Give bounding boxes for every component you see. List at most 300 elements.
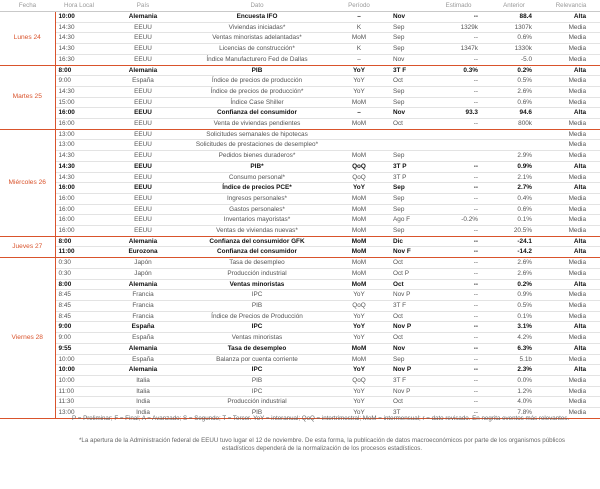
cell-data: Pedidos bienes duraderos* [183, 151, 331, 162]
cell-ref: 3T F [387, 65, 431, 76]
table-row [0, 343, 600, 354]
cell-time: 9:00 [55, 322, 103, 333]
cell-rel: Media [542, 33, 600, 44]
cell-est: -- [431, 12, 486, 23]
cell-data: Licencias de construcción* [183, 44, 331, 55]
cell-ref: Oct [387, 279, 431, 290]
day-label: Viernes 28 [0, 258, 55, 419]
table-row [0, 140, 600, 151]
cell-time: 11:00 [55, 386, 103, 397]
table-row [0, 108, 600, 119]
cell-rel: Media [542, 258, 600, 269]
cell-est [431, 151, 486, 162]
table-row [0, 161, 600, 172]
cell-time: 16:00 [55, 119, 103, 130]
cell-country: Japón [103, 268, 183, 279]
header-estimado: Estimado [431, 0, 486, 12]
cell-period: YoY [331, 86, 387, 97]
cell-country: Francia [103, 290, 183, 301]
cell-ref: Oct [387, 258, 431, 269]
cell-time: 8:45 [55, 311, 103, 322]
cell-prev: -24.1 [486, 236, 542, 247]
cell-period: MoM [331, 247, 387, 258]
cell-country: Eurozona [103, 247, 183, 258]
cell-period: MoM [331, 354, 387, 365]
cell-country: Alemania [103, 236, 183, 247]
cell-ref: Sep [387, 151, 431, 162]
cell-ref: Nov [387, 12, 431, 23]
footnote-text: *La apertura de la Administración federal de EEUU tuvo lugar el 12 de noviembre. De esta forma, la publicación de datos macroeconómicos por parte de los organismos públicos estadísticos dependerá de la normalización de los procesos estadísticos. [79, 437, 565, 453]
cell-period: MoM [331, 204, 387, 215]
cell-ref: 3T F [387, 300, 431, 311]
cell-prev: 0.5% [486, 300, 542, 311]
cell-rel: Media [542, 119, 600, 130]
cell-prev: 0.0% [486, 375, 542, 386]
cell-data: Producción industrial [183, 268, 331, 279]
cell-ref: 3T P [387, 161, 431, 172]
cell-data: Índice de Precios de Producción [183, 311, 331, 322]
cell-country: EEUU [103, 151, 183, 162]
cell-time: 16:00 [55, 193, 103, 204]
cell-ref: Sep [387, 86, 431, 97]
day-label: Lunes 24 [0, 12, 55, 66]
cell-est: -- [431, 119, 486, 130]
cell-time: 9:55 [55, 343, 103, 354]
cell-data: Tasa de desempleo [183, 343, 331, 354]
cell-est: -- [431, 365, 486, 376]
cell-est: 1329k [431, 22, 486, 33]
cell-ref: Ago F [387, 215, 431, 226]
cell-country: Alemania [103, 65, 183, 76]
cell-est: 0.3% [431, 65, 486, 76]
cell-time: 10:00 [55, 365, 103, 376]
cell-est: -- [431, 172, 486, 183]
cell-period: MoM [331, 343, 387, 354]
cell-data: Ventas minoristas [183, 333, 331, 344]
cell-ref: Nov P [387, 290, 431, 301]
cell-time: 16:00 [55, 183, 103, 194]
cell-rel: Media [542, 300, 600, 311]
day-label: Jueves 27 [0, 236, 55, 257]
cell-est: -- [431, 386, 486, 397]
cell-rel: Alta [542, 12, 600, 23]
cell-data: Gastos personales* [183, 204, 331, 215]
cell-prev: 0.6% [486, 33, 542, 44]
header-relevancia: Relevancia [542, 0, 600, 12]
cell-ref: Nov P [387, 322, 431, 333]
cell-country: EEUU [103, 86, 183, 97]
cell-time: 8:00 [55, 279, 103, 290]
cell-data: Confianza del consumidor [183, 247, 331, 258]
cell-prev: 0.9% [486, 290, 542, 301]
legend-text: P = Preliminar; F = Final; A = Avanzado; S = Segundo; T = Tercer. YoY = interanual; QoQ = intertrimestral; MoM = intermensual; r = dato revisado. En negrita eventos más relevantes. [72, 415, 570, 422]
header-ref [387, 0, 431, 12]
cell-prev: 2.6% [486, 268, 542, 279]
cell-rel: Media [542, 354, 600, 365]
cell-time: 14:30 [55, 44, 103, 55]
cell-est: -- [431, 204, 486, 215]
cell-prev: 1307k [486, 22, 542, 33]
table-row [0, 54, 600, 65]
cell-period: – [331, 12, 387, 23]
cell-period: YoY [331, 290, 387, 301]
cell-prev: 0.1% [486, 215, 542, 226]
cell-time: 14:30 [55, 22, 103, 33]
cell-period: K [331, 44, 387, 55]
cell-time: 8:45 [55, 290, 103, 301]
cell-prev: 800k [486, 119, 542, 130]
cell-period: – [331, 108, 387, 119]
cell-est: -- [431, 86, 486, 97]
cell-period: YoY [331, 397, 387, 408]
cell-est: -- [431, 226, 486, 237]
cell-country: EEUU [103, 183, 183, 194]
cell-time: 14:30 [55, 161, 103, 172]
table-row [0, 258, 600, 269]
cell-prev [486, 140, 542, 151]
cell-country: EEUU [103, 54, 183, 65]
cell-ref: Sep [387, 193, 431, 204]
cell-period: MoM [331, 258, 387, 269]
cell-data: Venta de viviendas pendientes [183, 119, 331, 130]
cell-time: 9:00 [55, 333, 103, 344]
cell-est: -- [431, 183, 486, 194]
cell-rel: Media [542, 193, 600, 204]
table-row [0, 129, 600, 140]
table-row [0, 279, 600, 290]
table-row [0, 151, 600, 162]
cell-prev: 7.8% [486, 408, 542, 419]
cell-country: Francia [103, 300, 183, 311]
cell-country: Francia [103, 311, 183, 322]
cell-rel: Media [542, 97, 600, 108]
cell-ref: Nov [387, 54, 431, 65]
cell-data: PIB [183, 300, 331, 311]
cell-time: 14:30 [55, 151, 103, 162]
cell-country: EEUU [103, 129, 183, 140]
cell-data: Ventas minoristas [183, 279, 331, 290]
cell-prev: 2.9% [486, 151, 542, 162]
cell-data: Consumo personal* [183, 172, 331, 183]
cell-est: -- [431, 33, 486, 44]
cell-time: 16:00 [55, 108, 103, 119]
cell-est: -- [431, 354, 486, 365]
cell-time: 14:30 [55, 86, 103, 97]
cell-data: Índice de precios de producción [183, 76, 331, 87]
cell-rel: Media [542, 22, 600, 33]
cell-period: QoQ [331, 375, 387, 386]
table-row [0, 397, 600, 408]
cell-rel: Media [542, 268, 600, 279]
cell-data: Ventas minoristas adelantadas* [183, 33, 331, 44]
cell-data: PIB [183, 408, 331, 419]
cell-est: -- [431, 343, 486, 354]
cell-ref: Oct [387, 311, 431, 322]
header-row [0, 0, 600, 12]
cell-prev: -5.0 [486, 54, 542, 65]
cell-rel: Media [542, 397, 600, 408]
cell-country: EEUU [103, 215, 183, 226]
cell-data: Ingresos personales* [183, 193, 331, 204]
cell-time: 8:45 [55, 300, 103, 311]
cell-data: Índice de precios PCE* [183, 183, 331, 194]
cell-est: -- [431, 161, 486, 172]
cell-data: Índice Case Shiller [183, 97, 331, 108]
cell-period: YoY [331, 183, 387, 194]
cell-ref: Nov P [387, 365, 431, 376]
cell-rel: Alta [542, 183, 600, 194]
header-anterior: Anterior [486, 0, 542, 12]
cell-ref: Sep [387, 183, 431, 194]
table-row [0, 65, 600, 76]
cell-time: 10:00 [55, 354, 103, 365]
day-label: Miércoles 26 [0, 129, 55, 236]
cell-data: Índice Manufacturero Fed de Dallas [183, 54, 331, 65]
cell-country: España [103, 333, 183, 344]
table-row [0, 375, 600, 386]
cell-country: España [103, 76, 183, 87]
cell-prev: -14.2 [486, 247, 542, 258]
cell-rel: Alta [542, 161, 600, 172]
cell-est: -0.2% [431, 215, 486, 226]
cell-country: EEUU [103, 226, 183, 237]
cell-prev: 0.2% [486, 65, 542, 76]
cell-rel: Media [542, 140, 600, 151]
day-label: Martes 25 [0, 65, 55, 129]
cell-time: 15:00 [55, 97, 103, 108]
cell-est: -- [431, 290, 486, 301]
cell-ref: Oct P [387, 268, 431, 279]
cell-prev: 0.9% [486, 161, 542, 172]
cell-ref: Nov P [387, 386, 431, 397]
cell-time: 16:00 [55, 204, 103, 215]
cell-period [331, 129, 387, 140]
cell-period: MoM [331, 97, 387, 108]
cell-period: YoY [331, 76, 387, 87]
cell-period: YoY [331, 408, 387, 419]
cell-prev: 2.6% [486, 86, 542, 97]
cell-prev: 1330k [486, 44, 542, 55]
cell-rel: Alta [542, 365, 600, 376]
cell-rel: Media [542, 86, 600, 97]
table-row [0, 365, 600, 376]
cell-rel: Media [542, 215, 600, 226]
cell-data: IPC [183, 322, 331, 333]
cell-country: Alemania [103, 279, 183, 290]
cell-rel: Alta [542, 65, 600, 76]
cell-ref: Sep [387, 33, 431, 44]
cell-est: -- [431, 247, 486, 258]
cell-ref: 3T P [387, 172, 431, 183]
table-row [0, 215, 600, 226]
cell-country: EEUU [103, 161, 183, 172]
cell-ref: Sep [387, 97, 431, 108]
header-hora: Hora Local [55, 0, 103, 12]
table-row [0, 76, 600, 87]
cell-data: Solicitudes de prestaciones de desempleo* [183, 140, 331, 151]
table-row [0, 193, 600, 204]
cell-time: 13:00 [55, 408, 103, 419]
cell-country: Alemania [103, 12, 183, 23]
cell-country: Alemania [103, 343, 183, 354]
cell-period: MoM [331, 151, 387, 162]
cell-period: K [331, 22, 387, 33]
cell-ref: Oct [387, 333, 431, 344]
cell-est: -- [431, 375, 486, 386]
cell-rel: Media [542, 375, 600, 386]
cell-prev: 0.6% [486, 97, 542, 108]
cell-country: India [103, 408, 183, 419]
cell-prev: 94.6 [486, 108, 542, 119]
cell-data: Ventas de viviendas nuevas* [183, 226, 331, 237]
cell-period: MoM [331, 236, 387, 247]
cell-est: -- [431, 97, 486, 108]
cell-time: 16:00 [55, 215, 103, 226]
cell-prev: 4.0% [486, 397, 542, 408]
cell-rel: Media [542, 290, 600, 301]
cell-ref: Nov F [387, 247, 431, 258]
table-row [0, 172, 600, 183]
cell-country: EEUU [103, 44, 183, 55]
cell-ref: Nov [387, 343, 431, 354]
cell-data: Confianza del consumidor GFK [183, 236, 331, 247]
cell-prev: 0.1% [486, 311, 542, 322]
cell-period: YoY [331, 333, 387, 344]
cell-rel: Media [542, 386, 600, 397]
cell-time: 10:00 [55, 375, 103, 386]
cell-prev: 2.1% [486, 172, 542, 183]
cell-data: Índice de precios de producción* [183, 86, 331, 97]
cell-period: MoM [331, 226, 387, 237]
cell-est: -- [431, 333, 486, 344]
cell-rel: Alta [542, 343, 600, 354]
cell-data: IPC [183, 290, 331, 301]
cell-est [431, 129, 486, 140]
cell-time: 8:00 [55, 236, 103, 247]
cell-est: -- [431, 311, 486, 322]
cell-prev: 2.6% [486, 258, 542, 269]
cell-time: 10:00 [55, 12, 103, 23]
table-row [0, 290, 600, 301]
cell-prev: 6.3% [486, 343, 542, 354]
cell-rel: Alta [542, 108, 600, 119]
table-row [0, 268, 600, 279]
table-row [0, 354, 600, 365]
cell-time: 14:30 [55, 33, 103, 44]
cell-est: 93.3 [431, 108, 486, 119]
cell-ref: 3T [387, 408, 431, 419]
cell-rel: Media [542, 54, 600, 65]
cell-prev: 0.2% [486, 279, 542, 290]
cell-time: 0:30 [55, 258, 103, 269]
cell-country: India [103, 397, 183, 408]
cell-time: 8:00 [55, 65, 103, 76]
table-row [0, 236, 600, 247]
cell-ref: Oct [387, 76, 431, 87]
cell-period: YoY [331, 65, 387, 76]
cell-rel: Media [542, 151, 600, 162]
cell-country: Italia [103, 386, 183, 397]
cell-time: 9:00 [55, 76, 103, 87]
cell-time: 11:00 [55, 247, 103, 258]
cell-period: YoY [331, 322, 387, 333]
cell-est: -- [431, 76, 486, 87]
cell-country: EEUU [103, 172, 183, 183]
cell-data: Confianza del consumidor [183, 108, 331, 119]
cell-rel: Alta [542, 236, 600, 247]
cell-time: 14:30 [55, 172, 103, 183]
cell-period: QoQ [331, 300, 387, 311]
cell-prev: 0.5% [486, 76, 542, 87]
cell-ref: Oct [387, 119, 431, 130]
cell-prev: 1.2% [486, 386, 542, 397]
cell-country: España [103, 322, 183, 333]
cell-prev: 5.1b [486, 354, 542, 365]
cell-period: MoM [331, 119, 387, 130]
cell-ref: Dic [387, 236, 431, 247]
cell-data: Encuesta IFO [183, 12, 331, 23]
cell-country: EEUU [103, 204, 183, 215]
cell-est: -- [431, 236, 486, 247]
table-row [0, 119, 600, 130]
cell-prev: 3.1% [486, 322, 542, 333]
cell-est: -- [431, 300, 486, 311]
cell-ref: Sep [387, 44, 431, 55]
header-pais: País [103, 0, 183, 12]
cell-country: Alemania [103, 365, 183, 376]
header-dato: Dato [183, 0, 331, 12]
cell-est [431, 140, 486, 151]
table-row [0, 247, 600, 258]
cell-data: PIB [183, 375, 331, 386]
table-row [0, 204, 600, 215]
cell-ref: Sep [387, 354, 431, 365]
cell-country: Japón [103, 258, 183, 269]
cell-est: 1347k [431, 44, 486, 55]
calendar-body [0, 12, 600, 419]
cell-period: – [331, 54, 387, 65]
cell-prev: 4.2% [486, 333, 542, 344]
cell-est: -- [431, 408, 486, 419]
cell-period: MoM [331, 279, 387, 290]
cell-period: YoY [331, 311, 387, 322]
cell-prev: 0.4% [486, 193, 542, 204]
header-fecha: Fecha [0, 0, 55, 12]
table-row [0, 386, 600, 397]
cell-data: Solicitudes semanales de hipotecas [183, 129, 331, 140]
cell-rel: Media [542, 408, 600, 419]
cell-data: Producción industrial [183, 397, 331, 408]
cell-est: -- [431, 193, 486, 204]
cell-country: EEUU [103, 193, 183, 204]
cell-country: EEUU [103, 22, 183, 33]
cell-ref [387, 140, 431, 151]
table-row [0, 226, 600, 237]
header-periodo: Período [331, 0, 387, 12]
cell-country: EEUU [103, 97, 183, 108]
cell-time: 13:00 [55, 140, 103, 151]
cell-rel: Alta [542, 247, 600, 258]
cell-period: YoY [331, 386, 387, 397]
cell-period: QoQ [331, 161, 387, 172]
cell-data: IPC [183, 386, 331, 397]
table-row [0, 33, 600, 44]
cell-prev: 0.6% [486, 204, 542, 215]
cell-time: 16:30 [55, 54, 103, 65]
cell-est: -- [431, 54, 486, 65]
cell-rel: Media [542, 204, 600, 215]
cell-data: PIB [183, 65, 331, 76]
